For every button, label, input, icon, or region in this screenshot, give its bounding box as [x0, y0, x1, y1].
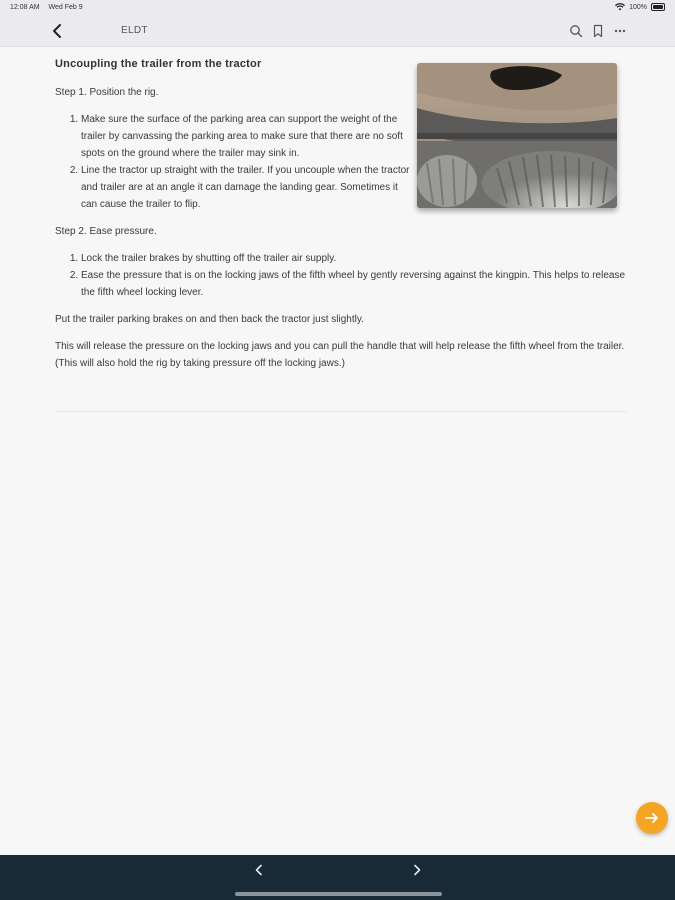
arrow-right-icon [636, 802, 668, 834]
trailer-coupling-photo [417, 63, 617, 208]
step1-list [55, 111, 411, 213]
list-item: 2. Ease the pressure that is on the locking jaws of the fifth wheel by gently reversing against the kingpin. This helps to release the fifth wheel locking lever. [81, 267, 627, 301]
step1-heading: Step 1. Position the rig. [55, 87, 159, 98]
next-section-button[interactable] [636, 802, 668, 834]
article-content [55, 58, 627, 382]
page-title: ELDT [121, 25, 148, 36]
content-divider [55, 411, 627, 412]
search-icon[interactable] [569, 24, 583, 38]
wifi-icon [615, 3, 625, 11]
status-date: Wed Feb 9 [48, 4, 83, 11]
step2-heading: Step 2. Ease pressure. [55, 226, 157, 237]
home-indicator [235, 892, 442, 896]
article-title: Uncoupling the trailer from the tractor [55, 58, 262, 70]
more-icon[interactable] [613, 24, 627, 38]
bottom-nav-bar [0, 855, 675, 900]
bookmark-icon[interactable] [591, 24, 605, 38]
battery-icon [651, 3, 665, 11]
back-icon[interactable] [50, 23, 66, 39]
step2-list [55, 250, 627, 301]
paragraph: Put the trailer parking brakes on and then back the tractor just slightly. [55, 314, 364, 325]
status-bar [0, 0, 675, 16]
paragraph: This will release the pressure on the locking jaws and you can pull the handle that will help release the fifth wheel from the trailer. (This will also hold the rig by taking pressure off the locking jaws.) [55, 341, 625, 369]
chevron-right-icon[interactable] [410, 863, 424, 877]
status-time: 12:08 AM [10, 4, 40, 11]
chevron-left-icon[interactable] [252, 863, 266, 877]
top-nav-bar [0, 16, 675, 47]
list-item: 1. Lock the trailer brakes by shutting off the trailer air supply. [81, 250, 627, 267]
list-item: 1. Make sure the surface of the parking area can support the weight of the trailer by canvassing the parking area to make sure that there are no soft spots on the ground where the trailer may sink in. [81, 111, 411, 162]
battery-percent: 100% [629, 3, 647, 11]
list-item: 2. Line the tractor up straight with the trailer. If you uncouple when the tractor and trailer are at an angle it can damage the landing gear. Sometimes it can cause the trailer to flip. [81, 162, 411, 213]
